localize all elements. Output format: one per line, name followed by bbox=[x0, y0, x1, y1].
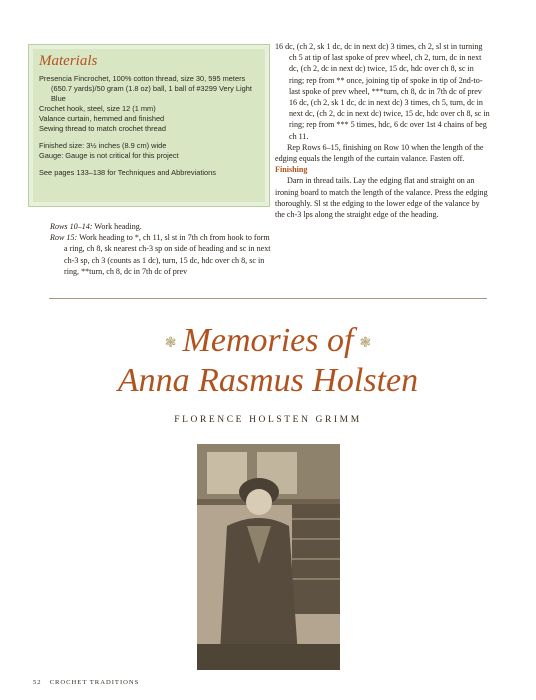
page-number: 52 bbox=[33, 679, 42, 686]
instructions-right-column bbox=[275, 41, 491, 220]
instructions-left-column bbox=[50, 221, 272, 277]
materials-item-thread: Presencia Fincrochet, 100% cotton thread, size 30, 595 meters bbox=[39, 74, 246, 83]
finishing-text: Darn in thread tails. Lay the edging flat and straight on an ironing board to match the length of the valance. Press the edging thoroughly. Sl st the edging to the lower edge of the valance by the ch-3 lps along the straight edge of the heading. bbox=[275, 176, 488, 220]
article-title bbox=[0, 322, 536, 399]
row-15-instruction bbox=[50, 232, 272, 277]
row-15-label: Row 15: bbox=[50, 233, 78, 243]
see-pages-note: See pages 133–138 for Techniques and Abbreviations bbox=[39, 168, 216, 177]
author-byline: FLORENCE HOLSTEN GRIMM bbox=[174, 415, 362, 425]
materials-item-thread-cont: (650.7 yards)/50 gram (1.8 oz) ball, 1 ball of #3299 Very Light Blue bbox=[51, 84, 252, 103]
finished-size: Finished size: 3½ inches (8.9 cm) wide bbox=[39, 141, 167, 150]
rows-10-14-instruction bbox=[50, 221, 272, 232]
repeat-rows-instruction: Rep Rows 6–15, finishing on Row 10 when the length of the edging equals the length of the curtain valance. Fasten off. bbox=[275, 142, 484, 164]
gauge: Gauge: Gauge is not critical for this project bbox=[39, 151, 179, 160]
book-title: CROCHET TRADITIONS bbox=[49, 679, 140, 686]
rows-10-14-label: Rows 10–14: bbox=[50, 222, 93, 231]
flower-ornament-icon: ❃ bbox=[164, 335, 177, 351]
rows-10-14-text: Work heading. bbox=[92, 222, 142, 231]
materials-item-sewing-thread: Sewing thread to match crochet thread bbox=[39, 124, 166, 133]
row-15-text: Work heading to *, ch 11, sl st in 7th ch from hook to form a ring, ch 8, sk nearest ch-3 sp on side of heading and sc in next ch-3 sp, ch 3 (counts as 1 dc), turn, 15 dc, hdc over ch 8, sc in ring, **turn, ch 8, dc in 7th dc of prev bbox=[64, 233, 271, 276]
materials-title: Materials bbox=[39, 53, 98, 69]
article-title-line-1: Memories of bbox=[182, 322, 354, 359]
materials-box bbox=[28, 44, 270, 207]
page-footer bbox=[33, 679, 139, 686]
finishing-heading: Finishing bbox=[275, 165, 308, 175]
materials-item-valance: Valance curtain, hemmed and finished bbox=[39, 114, 165, 123]
photograph-image bbox=[197, 444, 340, 670]
section-divider bbox=[49, 298, 487, 299]
row-15-continuation: 16 dc, (ch 2, sk 1 dc, dc in next dc) 3 times, ch 2, sl st in turning ch 5 at tip of last spoke of prev wheel, ch 2, turn, dc in next dc, (ch 2, dc in next dc) twice, 15 dc, hdc over ch 8, sc in ring; rep from ** once, joining tip of spoke in tip of 2nd-to-last spoke of prev wheel, ***turn, ch 8, dc in 7th dc of prev 16 dc, (ch 2, sk 1 dc, dc in next dc) 3 times, ch 5, turn, dc in next dc, (ch 2, dc in next dc) twice, 15 dc, hdc over ch 8, sc in ring; rep from *** 5 times, hdc, 6 dc over 1st 4 chains of beg ch 11. bbox=[275, 42, 490, 141]
flower-ornament-icon-right: ❃ bbox=[359, 335, 372, 351]
vintage-photograph bbox=[197, 444, 340, 670]
materials-item-hook: Crochet hook, steel, size 12 (1 mm) bbox=[39, 104, 156, 113]
article-title-line-2: Anna Rasmus Holsten bbox=[117, 361, 419, 399]
